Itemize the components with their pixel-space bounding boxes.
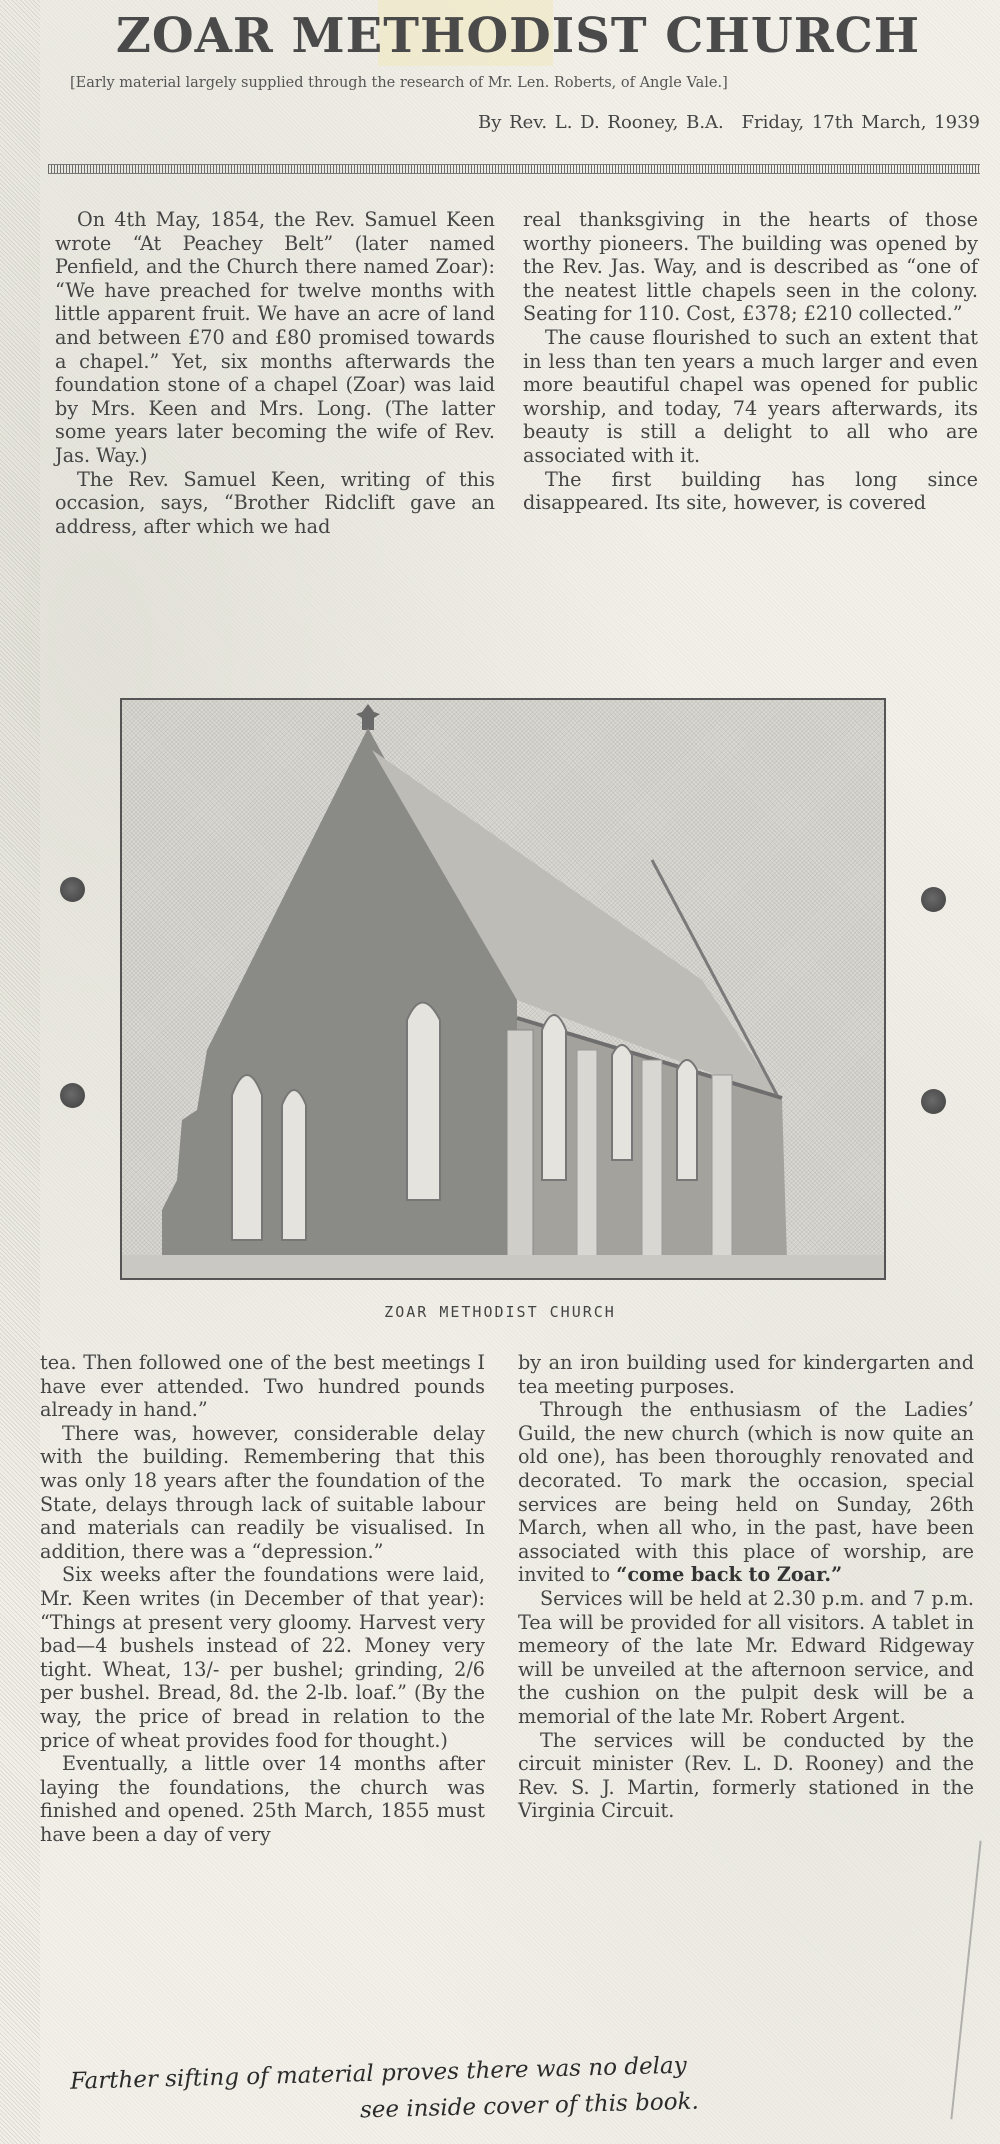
headline: ZOAR METHODIST CHURCH: [115, 8, 921, 64]
publication-date: Friday, 17th March, 1939: [741, 112, 980, 133]
paragraph: On 4th May, 1854, the Rev. Samuel Keen wrote “At Peachey Belt” (later named Penfield, and the Church there named Zoar): “We have preached for twelve months with little apparent fruit. We have an acre of land and between £70 and £80 promised towards a chapel.” Yet, six months afterwards the foundation stone of a chapel (Zoar) was laid by Mrs. Keen and Mrs. Long. (The latter some years later becoming the wife of Rev. Jas. Way.): [55, 208, 495, 467]
header-rule: [48, 164, 980, 174]
paragraph: The Rev. Samuel Keen, writing of this occasion, says, “Brother Ridclift gave an address, after which we had: [55, 467, 495, 538]
photo-caption: ZOAR METHODIST CHURCH: [384, 1303, 616, 1321]
binder-hole-icon: [60, 1083, 85, 1108]
scan-edge-shadow: [0, 0, 40, 2144]
church-photograph: [120, 698, 886, 1280]
paragraph: Services will be held at 2.30 p.m. and 7 p.m. Tea will be provided for all visitors. A tablet in memeory of the late Mr. Edward Ridgeway will be unveiled at the afternoon service, and the cushion on the pulpit desk will be a memorial of the late Mr. Robert Argent.: [518, 1586, 974, 1728]
emphasis-quote: “come back to Zoar.”: [616, 1563, 843, 1587]
paragraph: tea. Then followed one of the best meetings I have ever attended. Two hundred pounds already in hand.”: [40, 1351, 485, 1422]
paragraph: [518, 1398, 974, 1587]
paragraph: The first building has long since disappeared. Its site, however, is covered: [523, 467, 978, 515]
paragraph: Eventually, a little over 14 months after laying the foundations, the church was finished and opened. 25th March, 1855 must have been a day of very: [40, 1752, 485, 1846]
paragraph: by an iron building used for kindergarten and tea meeting purposes.: [518, 1351, 974, 1398]
column-top-right: [523, 208, 978, 515]
handwritten-note-line-2: see inside cover of this book.: [359, 2088, 700, 2124]
paragraph: The services will be conducted by the circuit minister (Rev. L. D. Rooney) and the Rev. S. J. Martin, formerly stationed in the Virginia Circuit.: [518, 1728, 974, 1823]
research-credit: [Early material largely supplied through the research of Mr. Len. Roberts, of Angle Vale.]: [70, 75, 728, 91]
column-top-left: [55, 208, 495, 538]
handwritten-note-line-1: Farther sifting of material proves there was no delay: [69, 2052, 688, 2095]
paragraph: Six weeks after the foundations were laid, Mr. Keen writes (in December of that year): “Things at present very gloomy. Harvest very bad—4 bushels instead of 22. Money very tight. Wheat, 13/- per bushel; grinding, 2/6 per bushel. Bread, 8d. the 2-lb. loaf.” (By the way, the price of bread in relation to the price of wheat provides food for thought.): [40, 1563, 485, 1752]
torn-edge: [950, 1841, 981, 2120]
column-bottom-left: [40, 1351, 485, 1846]
byline: [478, 112, 980, 133]
binder-hole-icon: [921, 1089, 946, 1114]
paragraph: real thanksgiving in the hearts of those worthy pioneers. The building was opened by the Rev. Jas. Way, and is described as “one of the neatest little chapels seen in the colony. Seating for 110. Cost, £378; £210 collected.”: [523, 208, 978, 326]
church-illustration-icon: [122, 700, 886, 1280]
binder-hole-icon: [921, 887, 946, 912]
paragraph: There was, however, considerable delay with the building. Remembering that this was only 18 years after the foundation of the State, delays through lack of suitable labour and materials can readily be visualised. In addition, there was a “depression.”: [40, 1421, 485, 1563]
binder-hole-icon: [60, 877, 85, 902]
author: By Rev. L. D. Rooney, B.A.: [477, 112, 724, 133]
column-bottom-right: [518, 1351, 974, 1823]
paragraph-text: Through the enthusiasm of the Ladies’ Guild, the new church (which is now quite an old one), has been thoroughly renovated and decorated. To mark the occasion, special services are being held on Sunday, 26th March, when all who, in the past, have been associated with this place of worship, are invited to: [518, 1398, 974, 1587]
paragraph: The cause flourished to such an extent that in less than ten years a much larger and even more beautiful chapel was opened for public worship, and today, 74 years afterwards, its beauty is still a delight to all who are associated with it.: [523, 325, 978, 467]
